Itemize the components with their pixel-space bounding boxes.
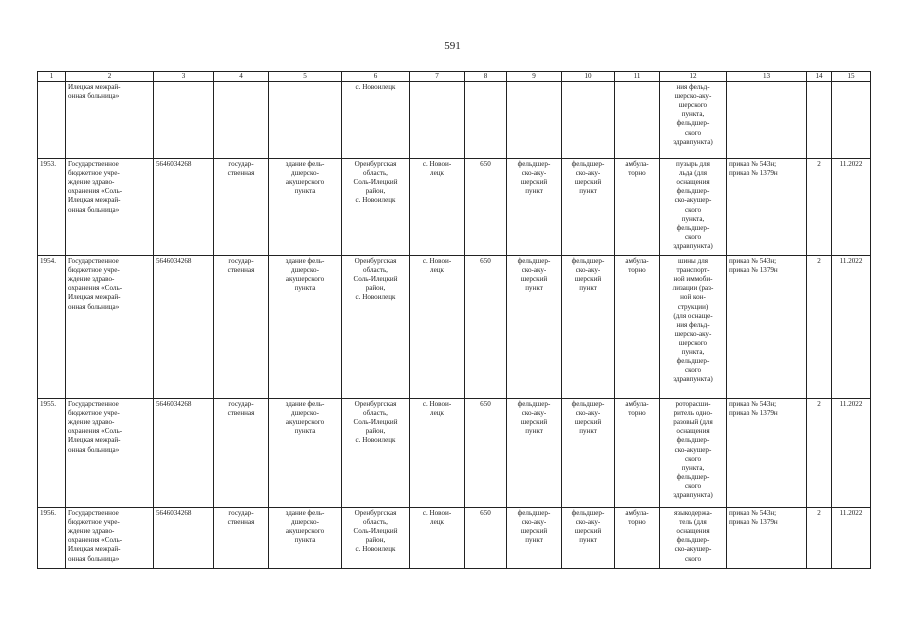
cell-equipment: ния фельд- шерско-аку- шерского пункта, фельдшер- ского здравпункта) — [660, 82, 727, 159]
column-header: 11 — [615, 72, 660, 82]
column-header: 13 — [727, 72, 807, 82]
column-header: 3 — [154, 72, 214, 82]
cell-locality: с. Новои- лецк — [410, 159, 465, 256]
cell-qty: 2 — [807, 159, 832, 256]
column-header: 2 — [66, 72, 154, 82]
cell-address: с. Новоилецк — [342, 82, 410, 159]
cell-inn — [154, 82, 214, 159]
column-header: 7 — [410, 72, 465, 82]
cell-type2: фельдшер- ско-аку- шерский пункт — [562, 399, 615, 508]
cell-address: Оренбургская область, Соль-Илецкий район, с. Новоилецк — [342, 508, 410, 569]
cell-qty: 2 — [807, 256, 832, 399]
cell-care: амбула- торно — [615, 256, 660, 399]
cell-type1: фельдшер- ско-аку- шерский пункт — [507, 159, 562, 256]
cell-type1: фельдшер- ско-аку- шерский пункт — [507, 508, 562, 569]
column-header: 5 — [269, 72, 342, 82]
cell-date: 11.2022 — [832, 399, 871, 508]
cell-locality: с. Новои- лецк — [410, 256, 465, 399]
column-header: 1 — [38, 72, 66, 82]
cell-building — [269, 82, 342, 159]
cell-ownership: государ- ственная — [214, 508, 269, 569]
cell-care: амбула- торно — [615, 508, 660, 569]
page-number: 591 — [444, 40, 461, 52]
table-row — [38, 256, 871, 399]
cell-qty — [807, 82, 832, 159]
cell-institution: Государственное бюджетное учре- ждение здраво- охранения «Соль- Илецкая межрай- онная больница» — [66, 508, 154, 569]
cell-inn: 5646034268 — [154, 508, 214, 569]
cell-date: 11.2022 — [832, 159, 871, 256]
cell-equipment: роторасши- ритель одно- разовый (для оснащения фельдшер- ско-акушер- ского пункта, фельдшер- ского здравпункта) — [660, 399, 727, 508]
table-row-continuation — [38, 82, 871, 159]
cell-date: 11.2022 — [832, 508, 871, 569]
cell-order: приказ № 543н; приказ № 1379н — [727, 256, 807, 399]
cell-count: 650 — [465, 399, 507, 508]
cell-building: здание фель- дшерско- акушерского пункта — [269, 159, 342, 256]
cell-qty: 2 — [807, 508, 832, 569]
cell-order — [727, 82, 807, 159]
cell-address: Оренбургская область, Соль-Илецкий район, с. Новоилецк — [342, 159, 410, 256]
cell-type1: фельдшер- ско-аку- шерский пункт — [507, 256, 562, 399]
column-header: 6 — [342, 72, 410, 82]
cell-qty: 2 — [807, 399, 832, 508]
cell-equipment: пузырь для льда (для оснащения фельдшер- ско-акушер- ского пункта, фельдшер- ского здравпункта) — [660, 159, 727, 256]
cell-num: 1954. — [38, 256, 66, 399]
cell-count — [465, 82, 507, 159]
cell-institution: Илецкая межрай- онная больница» — [66, 82, 154, 159]
cell-ownership: государ- ственная — [214, 159, 269, 256]
cell-type1 — [507, 82, 562, 159]
cell-locality — [410, 82, 465, 159]
cell-num — [38, 82, 66, 159]
cell-building: здание фель- дшерско- акушерского пункта — [269, 256, 342, 399]
cell-num: 1956. — [38, 508, 66, 569]
table-row — [38, 508, 871, 569]
cell-type2 — [562, 82, 615, 159]
cell-institution: Государственное бюджетное учре- ждение здраво- охранения «Соль- Илецкая межрай- онная больница» — [66, 159, 154, 256]
cell-inn: 5646034268 — [154, 256, 214, 399]
column-header: 8 — [465, 72, 507, 82]
cell-ownership — [214, 82, 269, 159]
column-header: 12 — [660, 72, 727, 82]
cell-care: амбула- торно — [615, 159, 660, 256]
cell-building: здание фель- дшерско- акушерского пункта — [269, 508, 342, 569]
cell-type2: фельдшер- ско-аку- шерский пункт — [562, 159, 615, 256]
cell-institution: Государственное бюджетное учре- ждение здраво- охранения «Соль- Илецкая межрай- онная больница» — [66, 256, 154, 399]
column-header: 4 — [214, 72, 269, 82]
cell-count: 650 — [465, 508, 507, 569]
cell-type1: фельдшер- ско-аку- шерский пункт — [507, 399, 562, 508]
cell-care — [615, 82, 660, 159]
table-row — [38, 399, 871, 508]
column-header: 14 — [807, 72, 832, 82]
cell-equipment: языкодержа- тель (для оснащения фельдшер- ско-акушер- ского — [660, 508, 727, 569]
cell-institution: Государственное бюджетное учре- ждение здраво- охранения «Соль- Илецкая межрай- онная больница» — [66, 399, 154, 508]
cell-num: 1955. — [38, 399, 66, 508]
cell-building: здание фель- дшерско- акушерского пункта — [269, 399, 342, 508]
cell-address: Оренбургская область, Соль-Илецкий район, с. Новоилецк — [342, 256, 410, 399]
cell-date: 11.2022 — [832, 256, 871, 399]
cell-inn: 5646034268 — [154, 159, 214, 256]
cell-equipment: шины для транспорт- ной иммоби- лизации (раз- ной кон- струкции) (для оснаще- ния фельд- шерско-аку- шерского пункта, фельдшер- ского здравпункта) — [660, 256, 727, 399]
cell-ownership: государ- ственная — [214, 399, 269, 508]
cell-address: Оренбургская область, Соль-Илецкий район, с. Новоилецк — [342, 399, 410, 508]
cell-date — [832, 82, 871, 159]
column-header: 9 — [507, 72, 562, 82]
cell-order: приказ № 543н; приказ № 1379н — [727, 508, 807, 569]
cell-locality: с. Новои- лецк — [410, 508, 465, 569]
cell-order: приказ № 543н; приказ № 1379н — [727, 399, 807, 508]
cell-locality: с. Новои- лецк — [410, 399, 465, 508]
cell-count: 650 — [465, 256, 507, 399]
registry-table — [37, 71, 871, 569]
cell-ownership: государ- ственная — [214, 256, 269, 399]
column-header: 15 — [832, 72, 871, 82]
cell-inn: 5646034268 — [154, 399, 214, 508]
header-row — [38, 72, 871, 82]
cell-care: амбула- торно — [615, 399, 660, 508]
cell-type2: фельдшер- ско-аку- шерский пункт — [562, 508, 615, 569]
table-row — [38, 159, 871, 256]
column-header: 10 — [562, 72, 615, 82]
cell-order: приказ № 543н; приказ № 1379н — [727, 159, 807, 256]
cell-type2: фельдшер- ско-аку- шерский пункт — [562, 256, 615, 399]
cell-num: 1953. — [38, 159, 66, 256]
cell-count: 650 — [465, 159, 507, 256]
